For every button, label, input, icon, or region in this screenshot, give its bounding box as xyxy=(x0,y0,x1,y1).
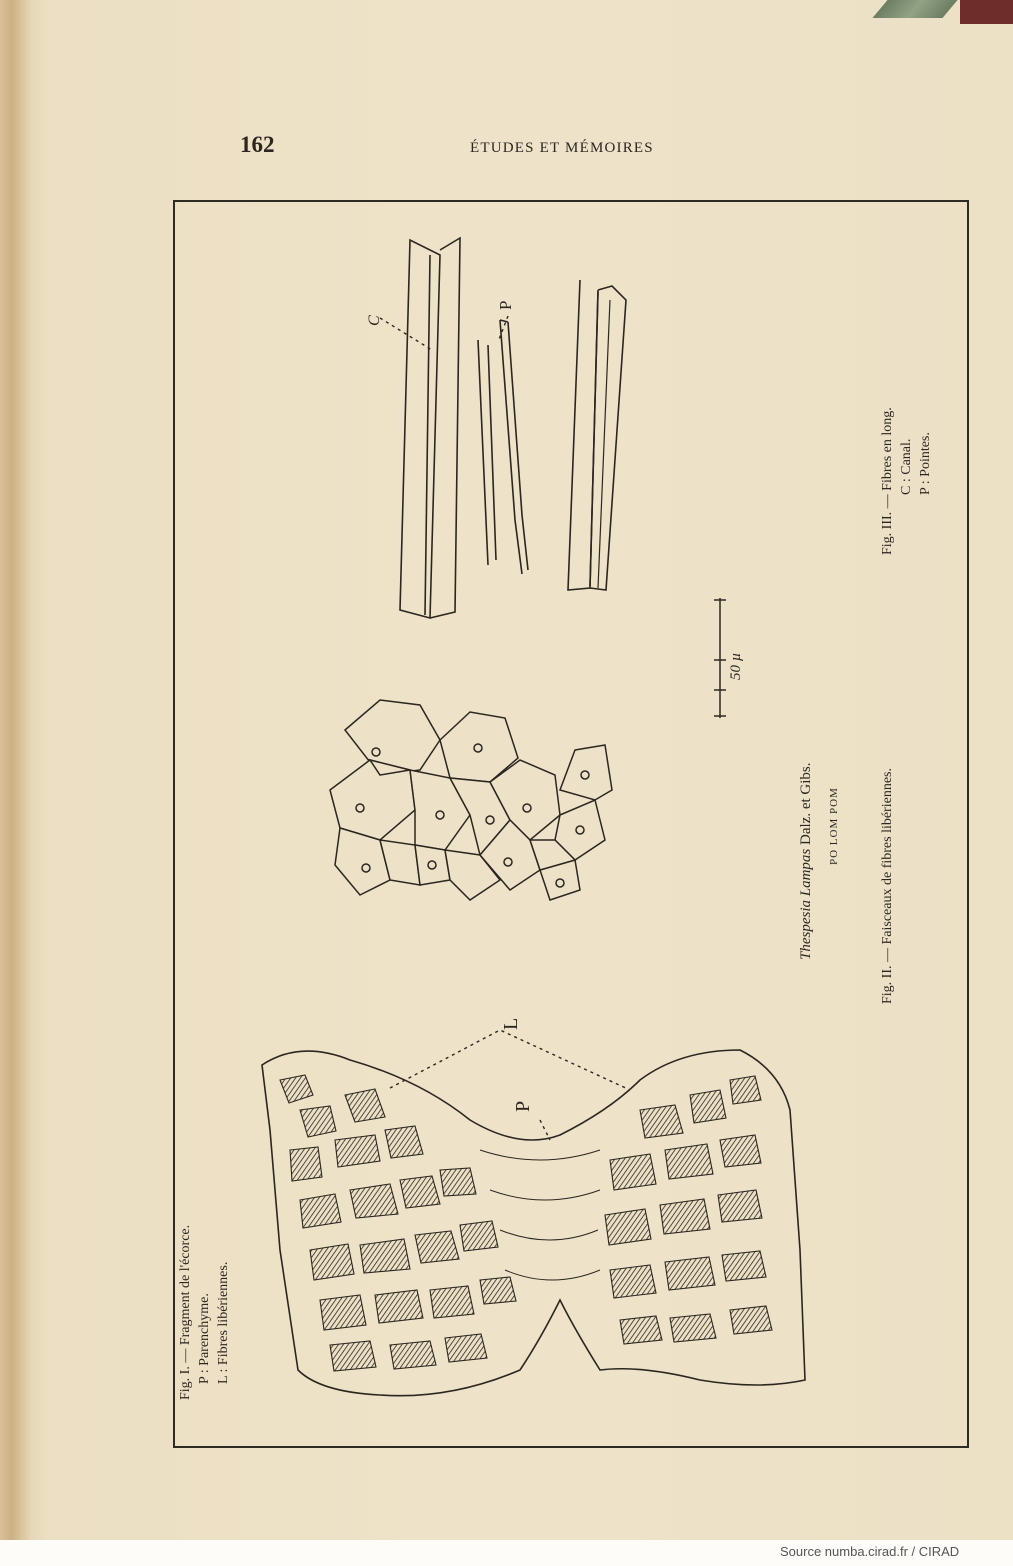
fig3-legend-p: P : Pointes. xyxy=(918,432,933,495)
species-genus: Thespesia xyxy=(798,900,814,960)
scale-bar xyxy=(714,598,726,718)
fig1-label-p: P xyxy=(512,1100,534,1112)
fig3-legend-c: C : Canal. xyxy=(899,438,914,495)
fig1-drawing xyxy=(262,1030,805,1396)
fig1-title: Fig. I. — Fragment de l'écorce. xyxy=(178,1224,193,1400)
fig3-caption xyxy=(880,407,934,555)
fig3-label-p: P xyxy=(496,300,515,310)
fig1-caption xyxy=(178,1225,232,1400)
fig2-caption: Fig. II. — Faisceaux de fibres libériennes. xyxy=(880,768,895,1004)
fig2-drawing xyxy=(330,700,612,900)
fig1-legend-p: P : Parenchyme. xyxy=(197,1293,212,1384)
species-epithet: Lampas xyxy=(798,848,814,897)
fig3-leaders xyxy=(380,316,508,350)
fig1-legend-l: L : Fibres libériennes. xyxy=(216,1261,231,1384)
species-authors: Dalz. et Gibs. xyxy=(798,762,814,845)
fig3-drawing xyxy=(400,238,626,618)
page-number: 162 xyxy=(240,132,275,157)
species-name xyxy=(798,763,815,961)
fig1-label-l: L xyxy=(500,1017,522,1030)
scale-bar-label: 50 µ xyxy=(728,652,744,680)
fig1-leaders xyxy=(390,1030,630,1140)
fig1-parenchyma-lines xyxy=(480,1150,600,1280)
fig3-label-c: C xyxy=(366,315,383,326)
species-common-name: PO LOM POM xyxy=(828,787,840,865)
fig3-title: Fig. III. — Fibres en long. xyxy=(880,407,895,555)
source-credit: Source numba.cirad.fr / CIRAD xyxy=(780,1544,960,1559)
running-title: ÉTUDES ET MÉMOIRES xyxy=(470,140,654,156)
